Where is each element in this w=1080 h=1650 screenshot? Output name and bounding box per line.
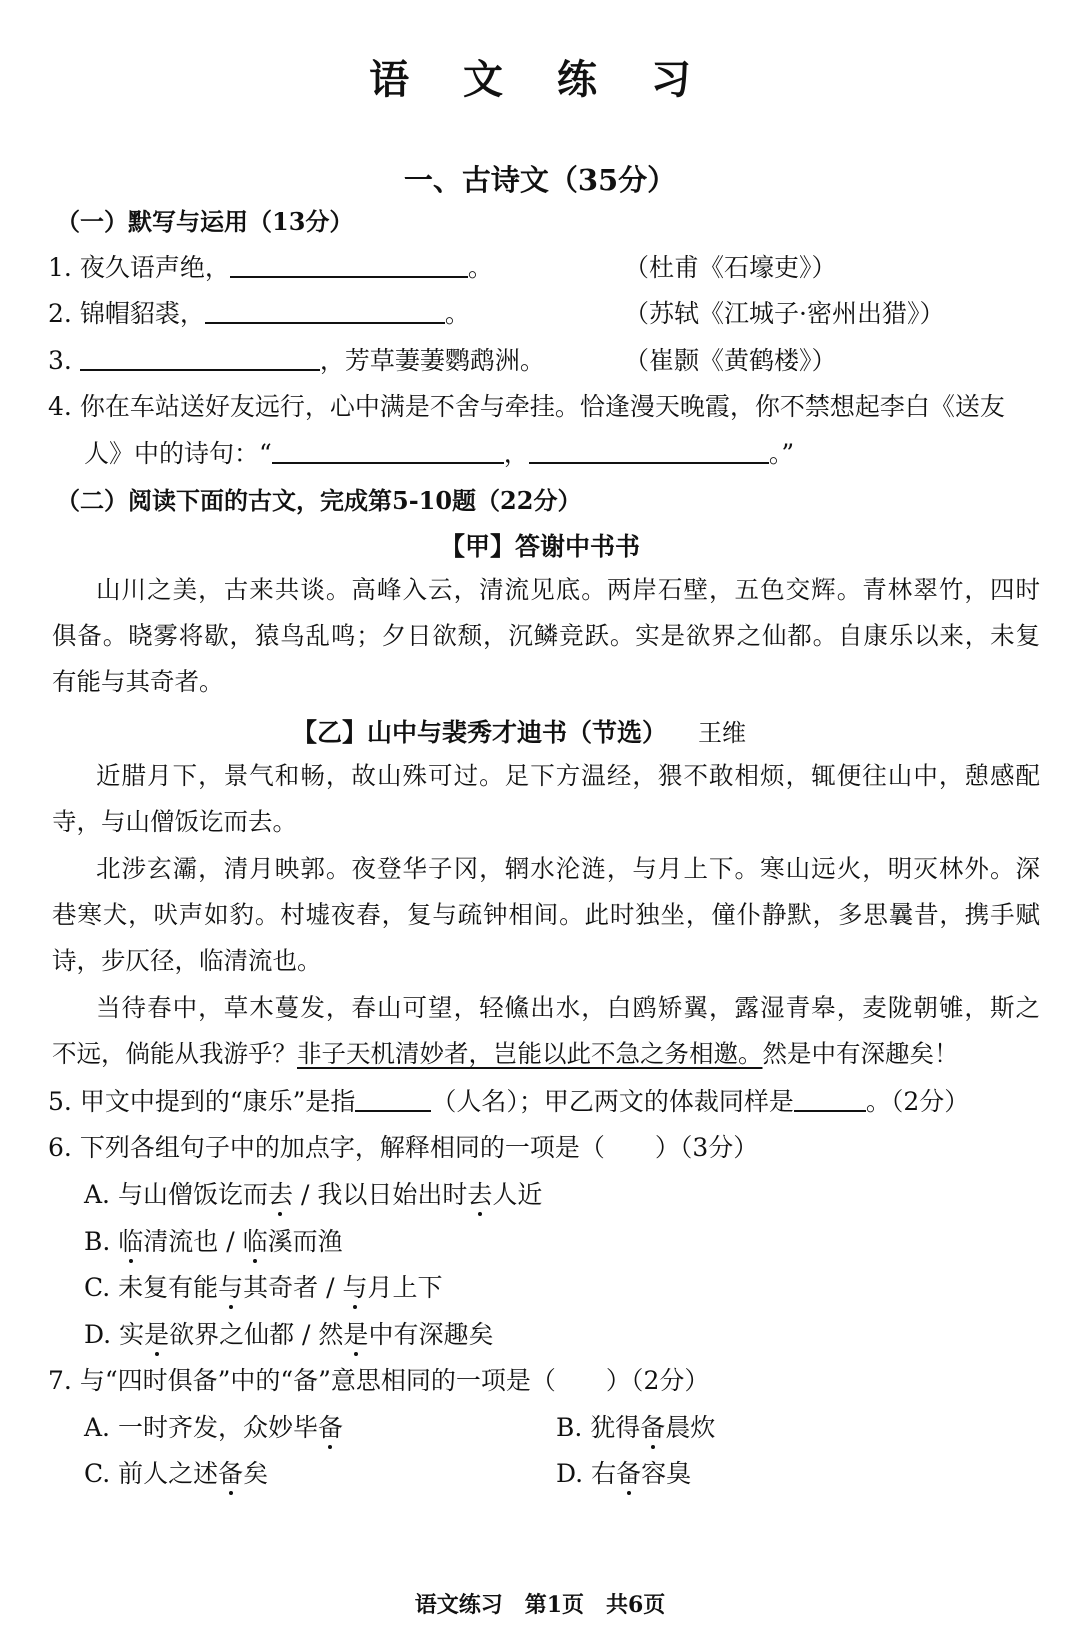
passage-yi-line: 北涉玄灞，清月映郭。夜登华子冈，辋水沦涟，与月上下。寒山远火，明灭林外。深	[96, 854, 1040, 883]
poem-source: （苏轼《江城子·密州出猎》）	[624, 299, 945, 328]
question-text: 锦帽貂裘，	[79, 299, 205, 328]
question-text: 夜久语声绝，	[79, 253, 230, 282]
answer-blank[interactable]	[355, 1086, 431, 1112]
question-number: 1.	[48, 253, 72, 282]
answer-blank[interactable]	[80, 345, 320, 371]
option-7a[interactable]: A. 一时齐发，众妙毕备	[84, 1413, 343, 1442]
question-number: 7.	[48, 1366, 72, 1395]
question-6	[48, 1128, 758, 1164]
passage-yi-line: 不远，倘能从我游乎？非子天机清妙者，岂能以此不急之务相邀。然是中有深趣矣！	[52, 1039, 959, 1068]
option-6a[interactable]: A. 与山僧饭讫而去 / 我以日始出时去人近	[84, 1180, 543, 1209]
question-text: 。	[467, 253, 493, 282]
answer-blank[interactable]	[205, 298, 445, 324]
answer-blank[interactable]	[230, 252, 468, 278]
question-text: 。”	[768, 439, 795, 468]
question-2	[48, 294, 470, 330]
question-text: 。	[444, 299, 470, 328]
question-text: 下列各组句子中的加点字，解释相同的一项是（ ）（3分）	[79, 1133, 759, 1162]
passage-yi-line: 诗，步仄径，临清流也。	[52, 946, 322, 975]
passage-yi-line: 巷寒犬，吠声如豹。村墟夜舂，复与疏钟相间。此时独坐，僮仆静默，多思曩昔，携手赋	[52, 900, 1040, 929]
passage-yi-line: 当待春中，草木蔓发，春山可望，轻鯈出水，白鸥矫翼，露湿青皋，麦陇朝雊，斯之	[96, 993, 1040, 1022]
option-7b[interactable]: B. 犹得备晨炊	[556, 1413, 716, 1442]
answer-blank[interactable]	[272, 438, 504, 464]
question-text: ，芳草萋萋鹦鹉洲。	[319, 346, 545, 375]
poem-source: （杜甫《石壕吏》）	[624, 253, 837, 282]
passage-jia-heading: 【甲】答谢中书书	[439, 532, 640, 561]
poem-source: （崔颢《黄鹤楼》）	[624, 346, 837, 375]
question-number: 4.	[48, 392, 72, 421]
page-footer: 语文练习 第1页 共6页	[414, 1592, 666, 1618]
option-7d[interactable]: D. 右备容臭	[556, 1459, 692, 1488]
question-4	[48, 387, 1005, 423]
question-1	[48, 248, 493, 284]
question-text: ，	[503, 439, 529, 468]
question-text: 你在车站送好友远行，心中满是不舍与牵挂。恰逢漫天晚霞，你不禁想起李白《送友	[79, 392, 1005, 421]
passage-jia-line: 山川之美，古来共谈。高峰入云，清流见底。两岸石壁，五色交辉。青林翠竹，四时	[96, 575, 1040, 604]
question-number: 3.	[48, 346, 72, 375]
question-number: 5.	[48, 1087, 72, 1116]
question-text: 。（2分）	[865, 1087, 970, 1116]
passage-yi-line: 近腊月下，景气和畅，故山殊可过。足下方温经，猥不敢相烦，辄便往山中，憩感配	[96, 761, 1040, 790]
question-text: 人》中的诗句：“	[84, 439, 272, 468]
answer-blank[interactable]	[529, 438, 769, 464]
question-4-line2	[84, 434, 794, 470]
question-number: 2.	[48, 299, 72, 328]
question-7	[48, 1361, 709, 1397]
question-text: 甲文中提到的“康乐”是指	[79, 1087, 356, 1116]
question-text: 与“四时俱备”中的“备”意思相同的一项是（ ）（2分）	[79, 1366, 710, 1395]
question-3	[48, 341, 545, 377]
part-heading-2: （二）阅读下面的古文，完成第5-10题（22分）	[56, 486, 582, 515]
underlined-sentence: 非子天机清妙者，岂能以此不急之务相邀。	[297, 1039, 763, 1068]
page-title: 语 文 练 习	[369, 56, 711, 103]
option-6d[interactable]: D. 实是欲界之仙都 / 然是中有深趣矣	[84, 1320, 494, 1349]
question-text: （人名）；甲乙两文的体裁同样是	[431, 1087, 794, 1116]
answer-blank[interactable]	[794, 1086, 866, 1112]
option-6c[interactable]: C. 未复有能与其奇者 / 与月上下	[84, 1273, 443, 1302]
section-heading: 一、古诗文（35分）	[403, 163, 677, 197]
passage-jia-line: 俱备。晓雾将歇，猿鸟乱鸣；夕日欲颓，沉鳞竞跃。实是欲界之仙都。自康乐以来，未复	[52, 621, 1040, 650]
question-number: 6.	[48, 1133, 72, 1162]
passage-yi-author: 王维	[698, 719, 746, 747]
passage-yi-line: 寺，与山僧饭讫而去。	[52, 807, 297, 836]
question-5	[48, 1082, 969, 1118]
passage-yi-heading: 【乙】山中与裴秀才迪书（节选）	[292, 718, 668, 747]
option-6b[interactable]: B. 临清流也 / 临溪而渔	[84, 1227, 343, 1256]
option-7c[interactable]: C. 前人之述备矣	[84, 1459, 269, 1488]
part-heading-1: （一）默写与运用（13分）	[56, 207, 354, 236]
passage-jia-line: 有能与其奇者。	[52, 667, 224, 696]
